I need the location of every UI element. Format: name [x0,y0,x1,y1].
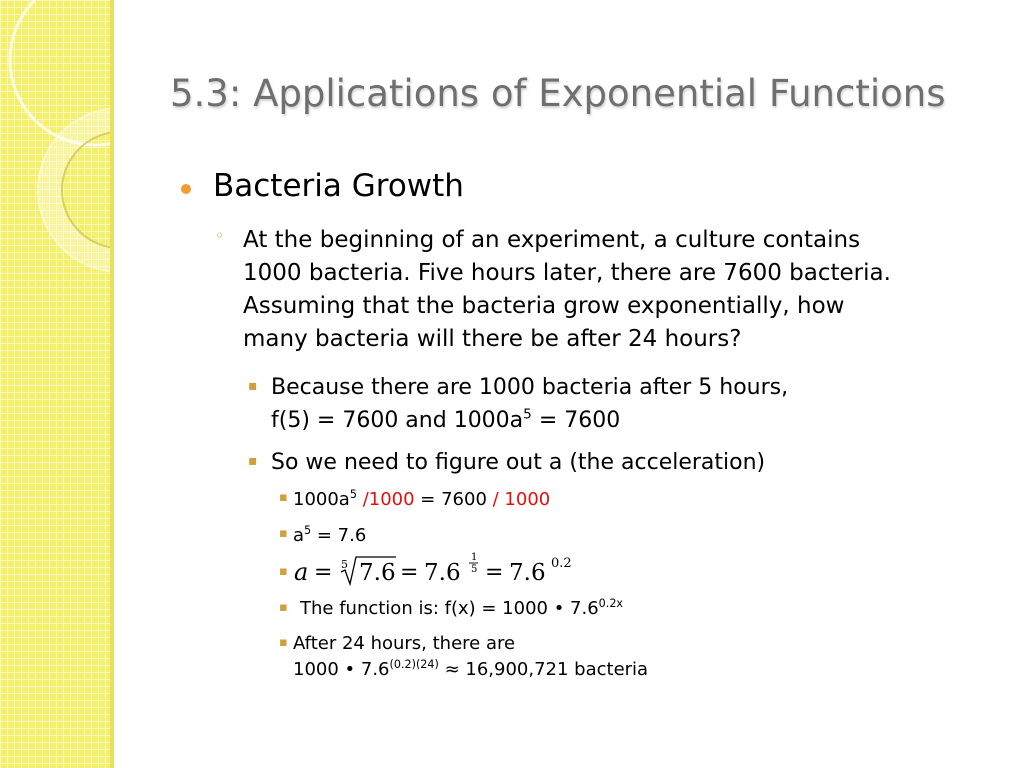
exponent: 5 [304,524,312,537]
radicand: 7.6 [359,560,396,586]
equation-text: = 7600 [414,489,493,510]
bullet-small-icon: ▪ [279,600,288,615]
fraction-numerator: 1 [471,552,478,563]
bullet-ring-icon: ◦ [215,226,225,245]
step-1 [271,371,788,437]
divide-highlight: / 1000 [492,489,551,510]
problem-line: Assuming that the bacteria grow exponentially, how [243,293,845,319]
exponent: 5 [349,488,357,501]
bullet-small-icon: ▪ [279,564,288,579]
bullet-small-icon: ▪ [248,378,258,394]
problem-line: At the beginning of an experiment, a culture contains [243,227,861,253]
root-formula [292,545,592,591]
sub-step-divide [293,487,550,513]
root-index: 5 [341,558,348,571]
problem-line: 1000 bacteria. Five hours later, there are 7600 bacteria. [243,260,891,286]
formula-equals: = [314,560,333,585]
step-1-line-2 [271,404,788,437]
step-2-text: So we need to figure out a (the acceleration) [271,450,766,475]
equation-text: 1000a [293,489,350,510]
step-1-text: f(5) = 7600 and 1000a [271,408,524,433]
result-text: 1000 • 7.6 [293,659,390,680]
decorative-side-panel [0,0,114,768]
bullet-small-icon: ▪ [279,490,288,505]
formula-variable: a [294,558,309,586]
formula-exponent: 0.2 [551,556,572,571]
exponent: (0.2)(24) [389,658,439,671]
side-panel-edge [110,0,114,768]
divide-highlight: /1000 [362,489,415,510]
formula-base: 7.6 [509,560,546,586]
result-text: ≈ 16,900,721 bacteria [438,659,649,680]
bullet-small-icon: ▪ [248,453,258,469]
problem-line: many bacteria will there be after 24 hours? [243,326,742,352]
step-1-line-1: Because there are 1000 bacteria after 5 hours, [271,375,789,400]
result-line-2 [293,657,648,683]
step-1-text: = 7600 [531,408,621,433]
equation-text: = 7.6 [311,525,367,546]
bullet-dot-icon [181,184,191,194]
bullet-small-icon: ▪ [279,635,288,650]
exponent: 0.2x [598,597,624,610]
decorative-rings-graphic [0,0,114,768]
bullet-small-icon: ▪ [279,526,288,541]
exponent: 5 [523,406,532,423]
formula-equals: = [485,560,504,585]
equation-text: a [293,525,305,546]
sub-step-result [293,631,648,683]
function-text: The function is: f(x) = 1000 • 7.6 [300,598,599,619]
step-2 [271,446,765,479]
result-line-1: After 24 hours, there are [293,633,516,654]
slide-title: 5.3: Applications of Exponential Functions [170,72,946,115]
topic-heading: Bacteria Growth [213,168,464,204]
sub-step-function [300,596,623,622]
formula-base: 7.6 [424,560,461,586]
problem-statement [243,224,983,356]
formula-equals: = [400,560,419,585]
fraction-denominator: 5 [471,564,478,575]
